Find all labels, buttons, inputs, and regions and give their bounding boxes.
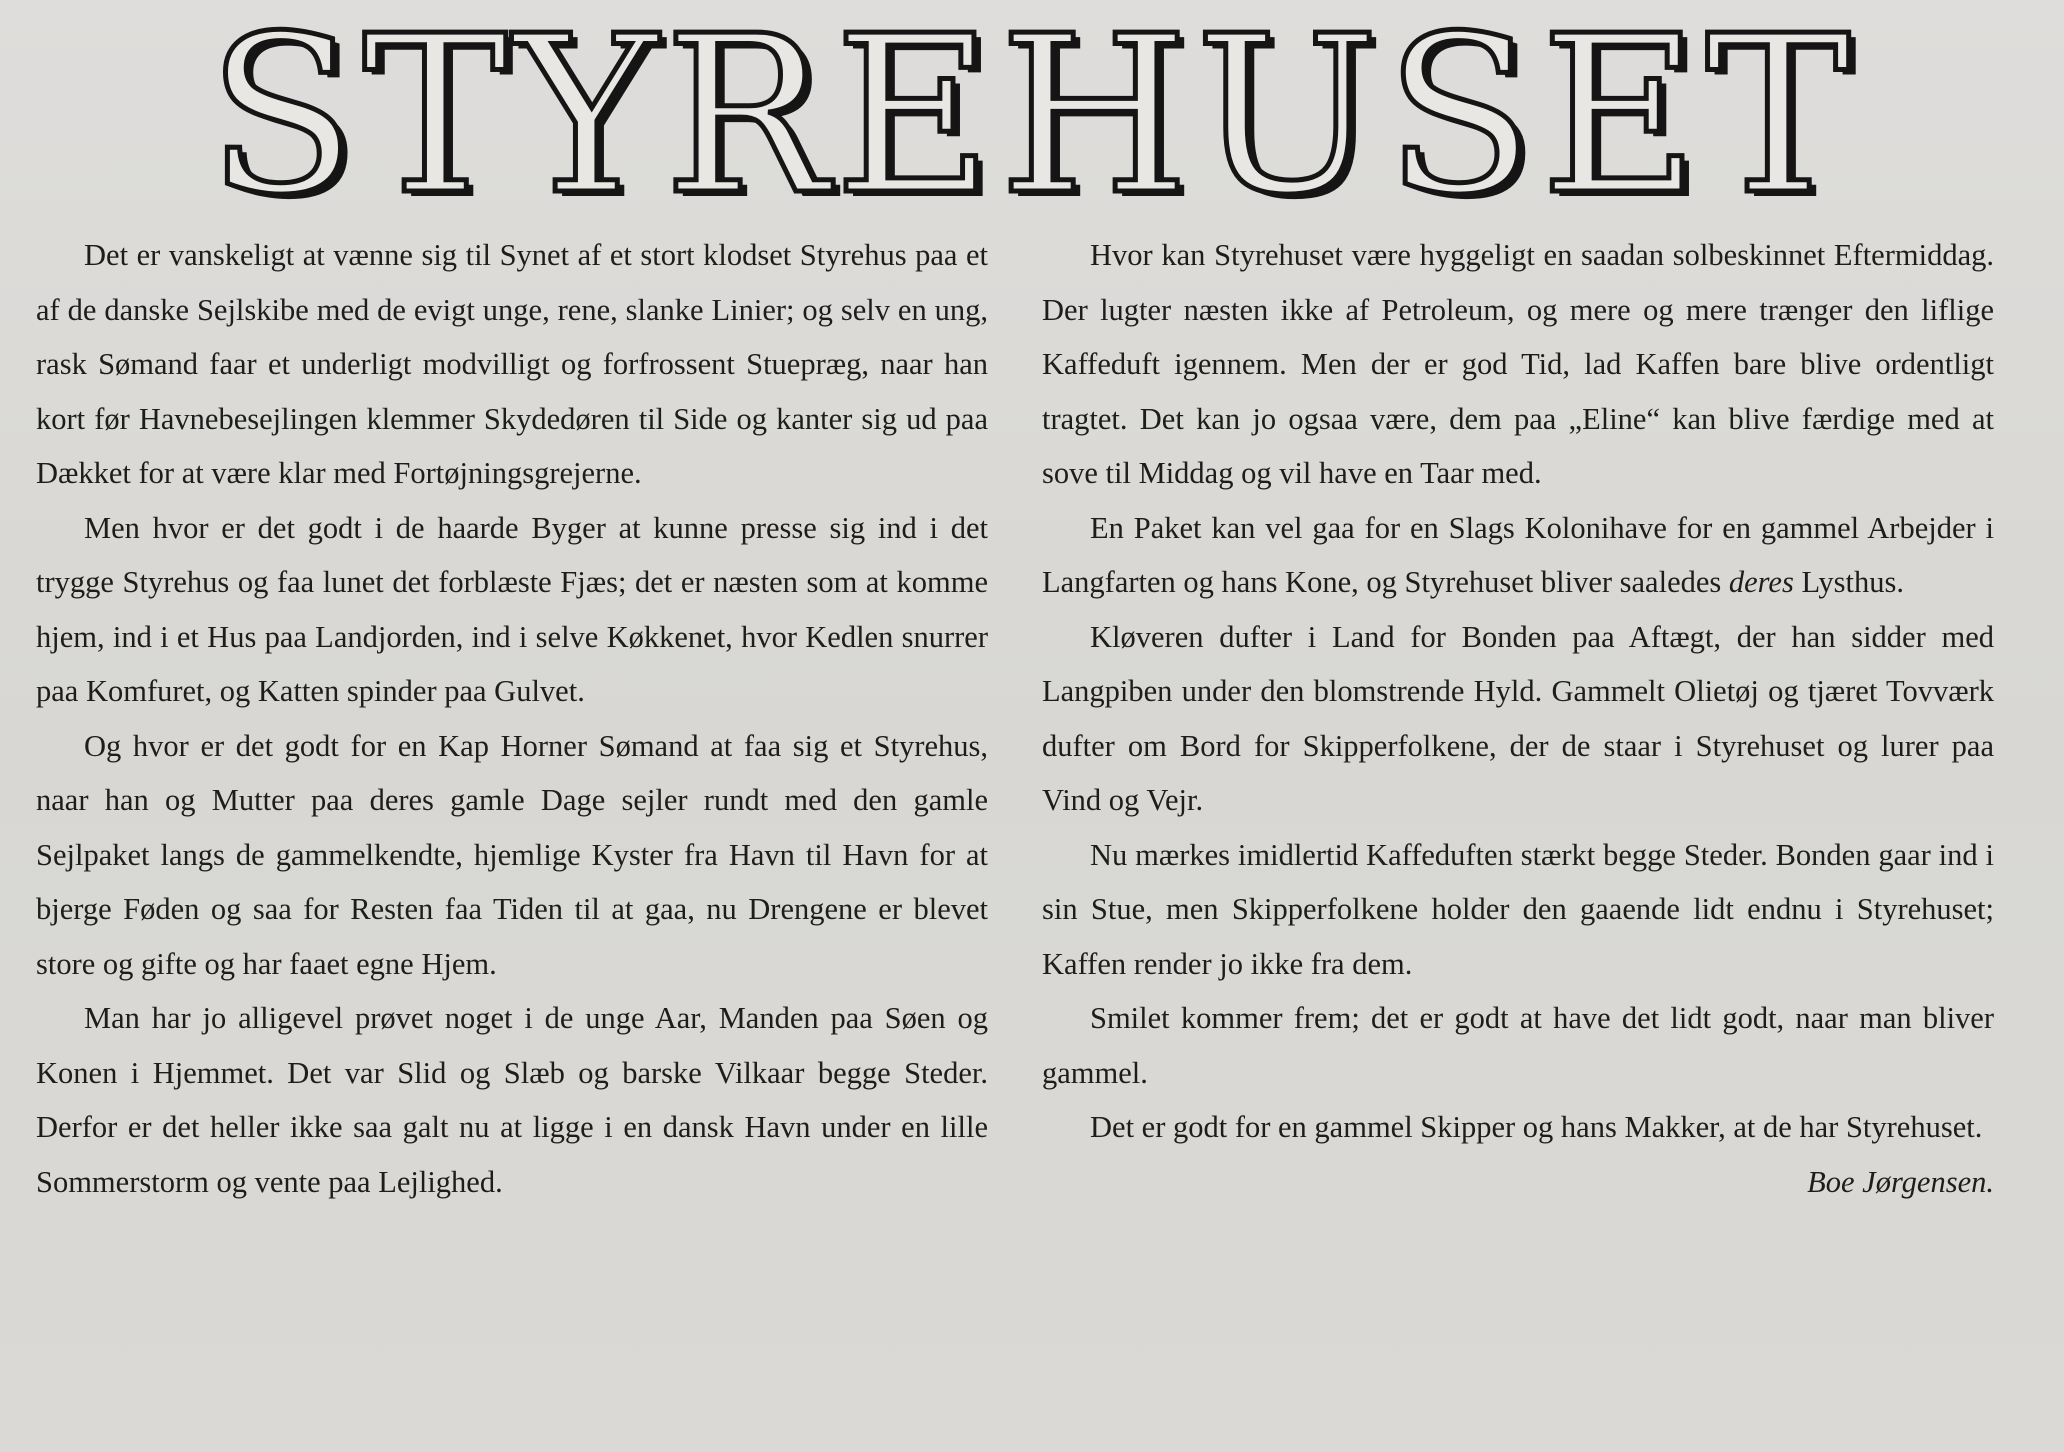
paragraph: Men hvor er det godt i de haarde Byger at kunne presse sig ind i det trygge Styrehus og faa lunet det forblæste Fjæs; det er næsten som at komme hjem, ind i et Hus paa Landjorden, ind i selve Køkkenet, hvor Kedlen snurrer paa Komfuret, og Katten spinder paa Gulvet. bbox=[36, 510, 988, 708]
paragraph: Og hvor er det godt for en Kap Horner Sømand at faa sig et Styrehus, naar han og Mutter paa deres gamle Dage sejler rundt med den gamle Sejlpaket langs de gammelkendte, hjemlige Kyster fra Havn til Havn for at bjerge Føden og saa for Resten faa Tiden til at gaa, nu Drengene er blevet store og gifte og har faaet egne Hjem. bbox=[36, 728, 988, 981]
paragraph bbox=[1042, 501, 1994, 610]
paragraph: Man har jo alligevel prøvet noget i de unge Aar, Manden paa Søen og Konen i Hjemmet. Det var Slid og Slæb og barske Vilkaar begge Steder. Derfor er det heller ikke saa galt nu at ligge i en dansk Havn under en lille Sommerstorm og vente paa Lejlighed. bbox=[36, 1001, 988, 1199]
left-column bbox=[36, 228, 988, 1209]
paragraph: Smilet kommer frem; det er godt at have det lidt godt, naar man bliver gammel. bbox=[1042, 1001, 1994, 1090]
paragraph-text: Lysthus. bbox=[1793, 565, 1904, 599]
right-column bbox=[1042, 228, 1994, 1209]
paragraph: Hvor kan Styrehuset være hyggeligt en saadan solbeskinnet Eftermiddag. Der lugter næsten ikke af Petroleum, og mere og mere trænger den liflige Kaffeduft igennem. Men der er god Tid, lad Kaffen bare blive ordentligt tragtet. Det kan jo ogsaa være, dem paa „Eline“ kan blive færdige med at sove til Middag og vil have en Taar med. bbox=[1042, 238, 1994, 490]
article-title: STYREHUSET bbox=[207, 0, 1857, 243]
author-signature: Boe Jørgensen. bbox=[1807, 1164, 1994, 1199]
paragraph: Det er godt for en gammel Skipper og hans Makker, at de har Styrehuset. bbox=[1090, 1110, 1983, 1144]
paragraph-text: En Paket kan vel gaa for en Slags Kolonihave for en gammel Arbejder i Langfarten og hans Kone, og Styrehuset bliver saaledes bbox=[1042, 510, 1994, 599]
paragraph: Det er vanskeligt at vænne sig til Synet af et stort klodset Styrehus paa et af de danske Sejlskibe med de evigt unge, rene, slanke Linier; og selv en ung, rask Sømand faar et underligt modvilligt og forfrossent Stuepræg, naar han kort før Havnebesejlingen klemmer Skydedøren til Side og kanter sig ud paa Dækket for at være klar med Fortøjningsgrejerne. bbox=[36, 238, 988, 490]
paragraph: Nu mærkes imidlertid Kaffeduften stærkt begge Steder. Bonden gaar ind i sin Stue, men Skipperfolkene holder den gaaende lidt endnu i Styrehuset; Kaffen render jo ikke fra dem. bbox=[1042, 837, 1994, 981]
italic-word: deres bbox=[1728, 565, 1794, 599]
paragraph: Kløveren dufter i Land for Bonden paa Aftægt, der han sidder med Langpiben under den blomstrende Hyld. Gammelt Olietøj og tjæret Tovværk dufter om Bord for Skipperfolkene, der de staar i Styrehuset og lurer paa Vind og Vejr. bbox=[1042, 619, 1994, 817]
